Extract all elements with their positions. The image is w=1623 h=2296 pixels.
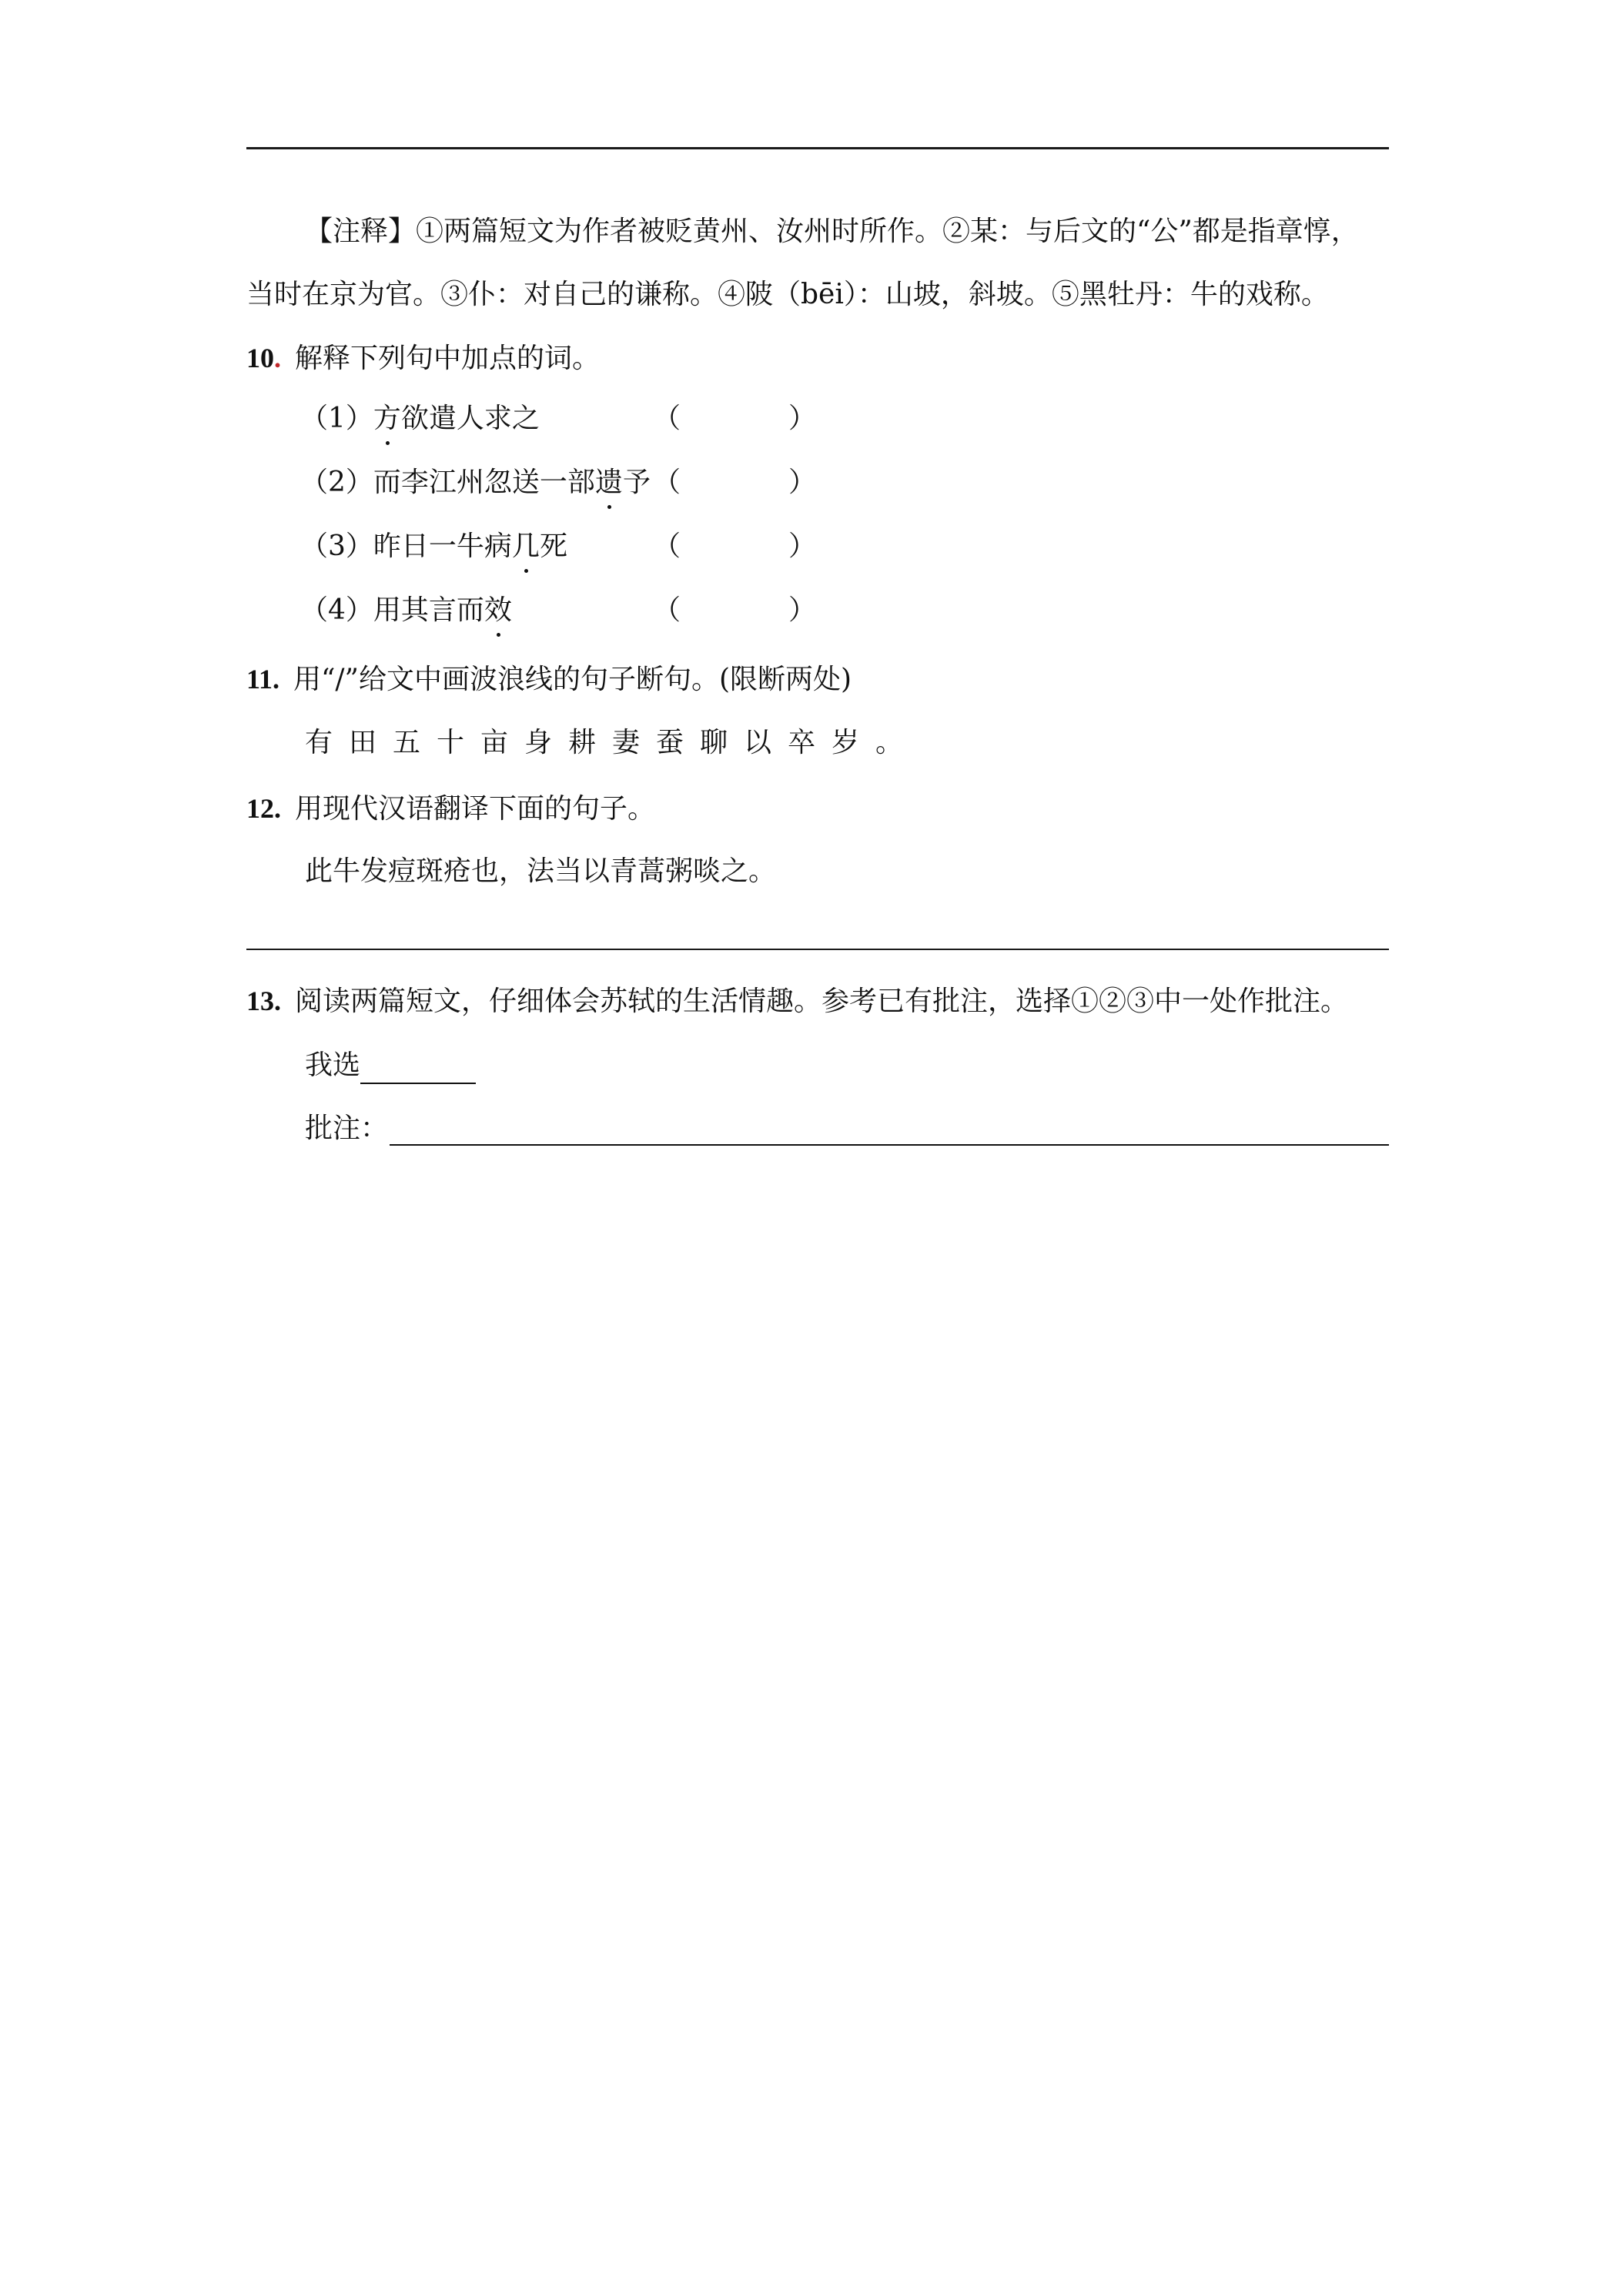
answer-paren-close: ） (788, 594, 817, 626)
answer-paren-close: ） (788, 467, 817, 498)
question-number: 13. (246, 986, 281, 1016)
q11-sentence: 有田五十亩身耕妻蚕聊以卒岁。 (305, 727, 920, 758)
notes-line-1: 【注释】①两篇短文为作者被贬黄州、汝州时所作。②某：与后文的“公”都是指章惇， (305, 216, 1359, 247)
answer-paren-open: （ (653, 594, 681, 626)
annotate-label: 批注： (305, 1113, 389, 1144)
separator-rule (246, 949, 1389, 950)
dotted-word: 遗 (595, 464, 623, 501)
answer-paren-close: ） (788, 403, 817, 434)
question-text: 用“/”给文中画波浪线的句子断句。(限断两处) (293, 664, 852, 695)
question-number: 12. (246, 793, 281, 824)
question-text: 解释下列句中加点的词。 (295, 343, 601, 374)
top-rule (246, 147, 1389, 149)
dotted-word: 方 (373, 400, 401, 437)
question-11 (246, 661, 852, 698)
question-13 (246, 982, 1348, 1020)
notes-line-2: 当时在京为官。③仆：对自己的谦称。④陂（bēi）：山坡，斜坡。⑤黑牡丹：牛的戏称。 (246, 279, 1329, 310)
question-10 (246, 340, 600, 377)
answer-paren-open: （ (653, 467, 681, 498)
question-12 (246, 790, 655, 828)
q10-item-1: （1）方欲遣人求之 (300, 400, 540, 437)
dotted-word: 效 (484, 592, 512, 629)
annotate-blank[interactable] (390, 1144, 1389, 1146)
q12-sentence: 此牛发痘斑疮也，法当以青蒿粥啖之。 (305, 855, 777, 887)
question-text: 阅读两篇短文，仔细体会苏轼的生活情趣。参考已有批注，选择①②③中一处作批注。 (295, 986, 1349, 1017)
question-number: 11. (246, 664, 280, 694)
q10-item-4: （4）用其言而效 (300, 592, 512, 629)
choose-blank[interactable] (360, 1053, 476, 1084)
dotted-word: 几 (512, 528, 540, 565)
question-text: 用现代汉语翻译下面的句子。 (295, 793, 656, 825)
answer-paren-open: （ (653, 530, 681, 562)
q10-item-3: （3）昨日一牛病几死 (300, 528, 567, 565)
choose-label: 我选 (305, 1049, 361, 1081)
answer-paren-close: ） (788, 530, 817, 562)
q10-item-2: （2）而李江州忽送一部遗予 (300, 464, 651, 501)
answer-paren-open: （ (653, 403, 681, 434)
question-number: 10. (246, 343, 281, 373)
choose-line (305, 1047, 476, 1084)
